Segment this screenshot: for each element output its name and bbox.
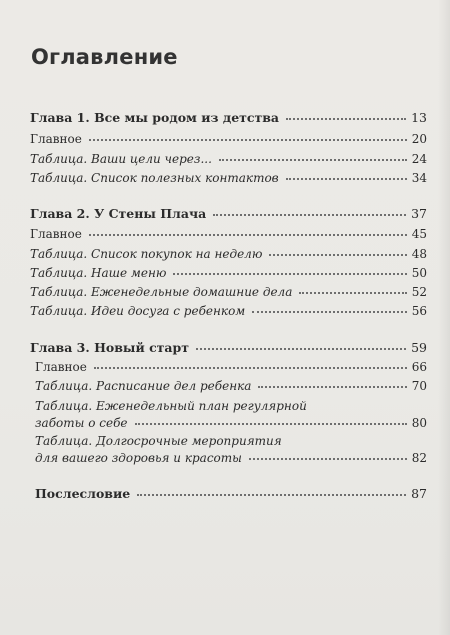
- item-label: Таблица. Еженедельные домашние дела: [30, 285, 293, 299]
- item-label: Главное: [30, 227, 82, 241]
- item-line-2: [35, 450, 427, 467]
- chapter-2-page: 37: [411, 206, 427, 221]
- item-label: Таблица. Наше меню: [30, 266, 167, 280]
- dot-leader: [249, 458, 407, 460]
- item-label-line-2: для вашего здоровья и красоты: [35, 451, 242, 465]
- page-spine-shadow: [438, 0, 450, 635]
- dot-leader: [89, 234, 407, 236]
- toc-afterword[interactable]: [35, 486, 427, 502]
- toc-item-ch3-health-beauty-table[interactable]: [35, 433, 427, 467]
- item-page: 24: [411, 152, 427, 166]
- chapter-1-page: 13: [411, 110, 427, 125]
- dot-leader: [173, 273, 406, 275]
- dot-leader: [286, 118, 406, 120]
- afterword-page: 87: [411, 486, 427, 501]
- item-page: 70: [411, 379, 427, 393]
- toc-item-ch1-main[interactable]: [30, 131, 427, 147]
- chapter-1-title: Глава 1. Все мы родом из детства: [30, 110, 280, 125]
- item-label: Таблица. Расписание дел ребенка: [35, 379, 252, 393]
- toc-item-ch2-shopping-table[interactable]: [30, 246, 427, 262]
- item-label-line-2: заботы о себе: [35, 416, 128, 430]
- item-page: 50: [411, 266, 427, 280]
- item-label: Таблица. Список покупок на неделю: [30, 247, 263, 261]
- toc-item-ch1-contacts-table[interactable]: [30, 170, 427, 186]
- item-label: Таблица. Список полезных контактов: [30, 171, 279, 185]
- item-page: 66: [411, 360, 427, 374]
- toc-item-ch3-child-schedule-table[interactable]: [35, 378, 427, 394]
- toc-item-ch3-selfcare-table[interactable]: [35, 398, 427, 432]
- chapter-2-title: Глава 2. У Стены Плача: [30, 206, 207, 221]
- toc-item-ch2-leisure-table[interactable]: [30, 303, 427, 319]
- chapter-3-page: 59: [411, 340, 427, 355]
- toc-chapter-3[interactable]: [30, 340, 427, 356]
- dot-leader: [94, 367, 407, 369]
- item-page: 52: [411, 285, 427, 299]
- dot-leader: [258, 386, 406, 388]
- dot-leader: [196, 348, 406, 350]
- item-page: 56: [411, 304, 427, 318]
- dot-leader: [299, 292, 406, 294]
- dot-leader: [269, 254, 406, 256]
- item-label-line-1: Таблица. Долгосрочные мероприятия: [35, 434, 282, 448]
- toc-item-ch1-goals-table[interactable]: [30, 151, 427, 167]
- item-page: 82: [411, 451, 427, 465]
- toc-chapter-2[interactable]: [30, 206, 427, 222]
- dot-leader: [286, 178, 407, 180]
- item-line-2: [35, 415, 427, 432]
- item-label: Главное: [30, 132, 82, 146]
- item-label: Таблица. Ваши цели через...: [30, 152, 212, 166]
- toc-chapter-1[interactable]: [30, 110, 427, 126]
- dot-leader: [219, 159, 407, 161]
- dot-leader: [89, 139, 407, 141]
- dot-leader: [135, 423, 407, 425]
- table-of-contents-title: Оглавление: [31, 45, 178, 69]
- item-label: Главное: [35, 360, 87, 374]
- toc-item-ch2-main[interactable]: [30, 226, 427, 242]
- item-page: 20: [411, 132, 427, 146]
- toc-item-ch3-main[interactable]: [35, 359, 427, 375]
- item-page: 34: [411, 171, 427, 185]
- afterword-title: Послесловие: [35, 486, 131, 501]
- item-page: 80: [411, 416, 427, 430]
- toc-item-ch2-menu-table[interactable]: [30, 265, 427, 281]
- dot-leader: [137, 494, 406, 496]
- dot-leader: [252, 311, 406, 313]
- item-label: Таблица. Идеи досуга с ребенком: [30, 304, 246, 318]
- item-page: 48: [411, 247, 427, 261]
- item-page: 45: [411, 227, 427, 241]
- item-label-line-1: Таблица. Еженедельный план регулярной: [35, 399, 307, 413]
- chapter-3-title: Глава 3. Новый старт: [30, 340, 190, 355]
- toc-item-ch2-housework-table[interactable]: [30, 284, 427, 300]
- dot-leader: [213, 214, 406, 216]
